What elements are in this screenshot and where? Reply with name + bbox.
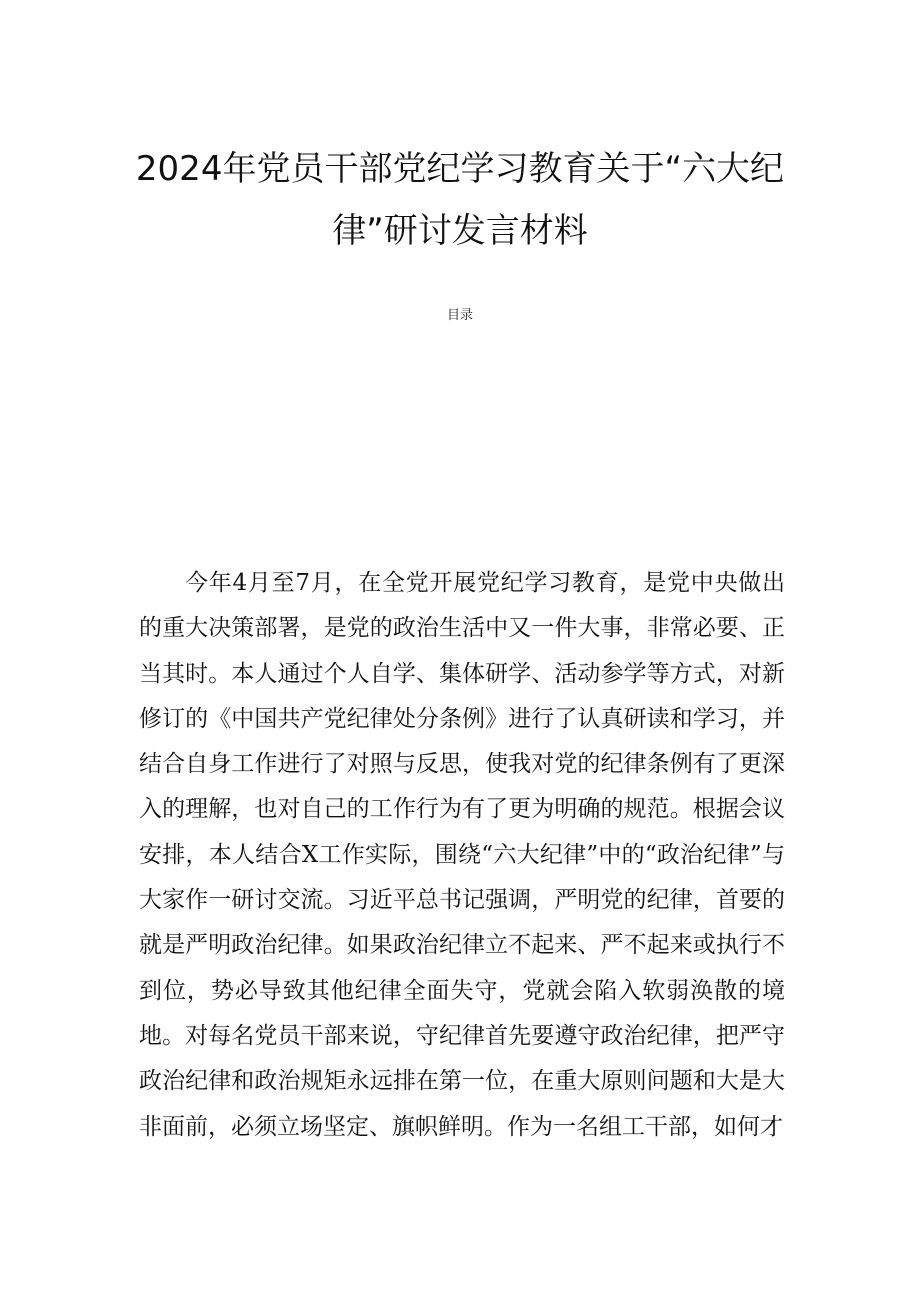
title-line-2: 律”研讨发言材料 (332, 211, 588, 251)
table-of-contents-label: 目录 (446, 308, 473, 323)
title-line-1: 2024年党员干部党纪学习教育关于“六大纪 (135, 149, 785, 189)
body-paragraph: 今年4月至7月，在全党开展党纪学习教育，是党中央做出的重大决策部署，是党的政治生活中又一件大事，非常必要、正当其时。本人通过个人自学、集体研学、活动参学等方式，对新修订的《中国共产党纪律处分条例》进行了认真研读和学习，并结合自身工作进行了对照与反思，使我对党的纪律条例有了更深入的理解，也对自己的工作行为有了更为明确的规范。根据会议安排，本人结合X工作实际，围绕“六大纪律”中的“政治纪律”与大家作一研讨交流。习近平总书记强调，严明党的纪律，首要的就是严明政治纪律。如果政治纪律立不起来、严不起来或执行不到位，势必导致其他纪律全面失守，党就会陷入软弱涣散的境地。对每名党员干部来说，守纪律首先要遵守政治纪律，把严守政治纪律和政治规矩永远排在第一位，在重大原则问题和大是大非面前，必须立场坚定、旗帜鲜明。作为一名组工干部，如何才 (139, 570, 785, 1140)
document-title (120, 138, 800, 262)
